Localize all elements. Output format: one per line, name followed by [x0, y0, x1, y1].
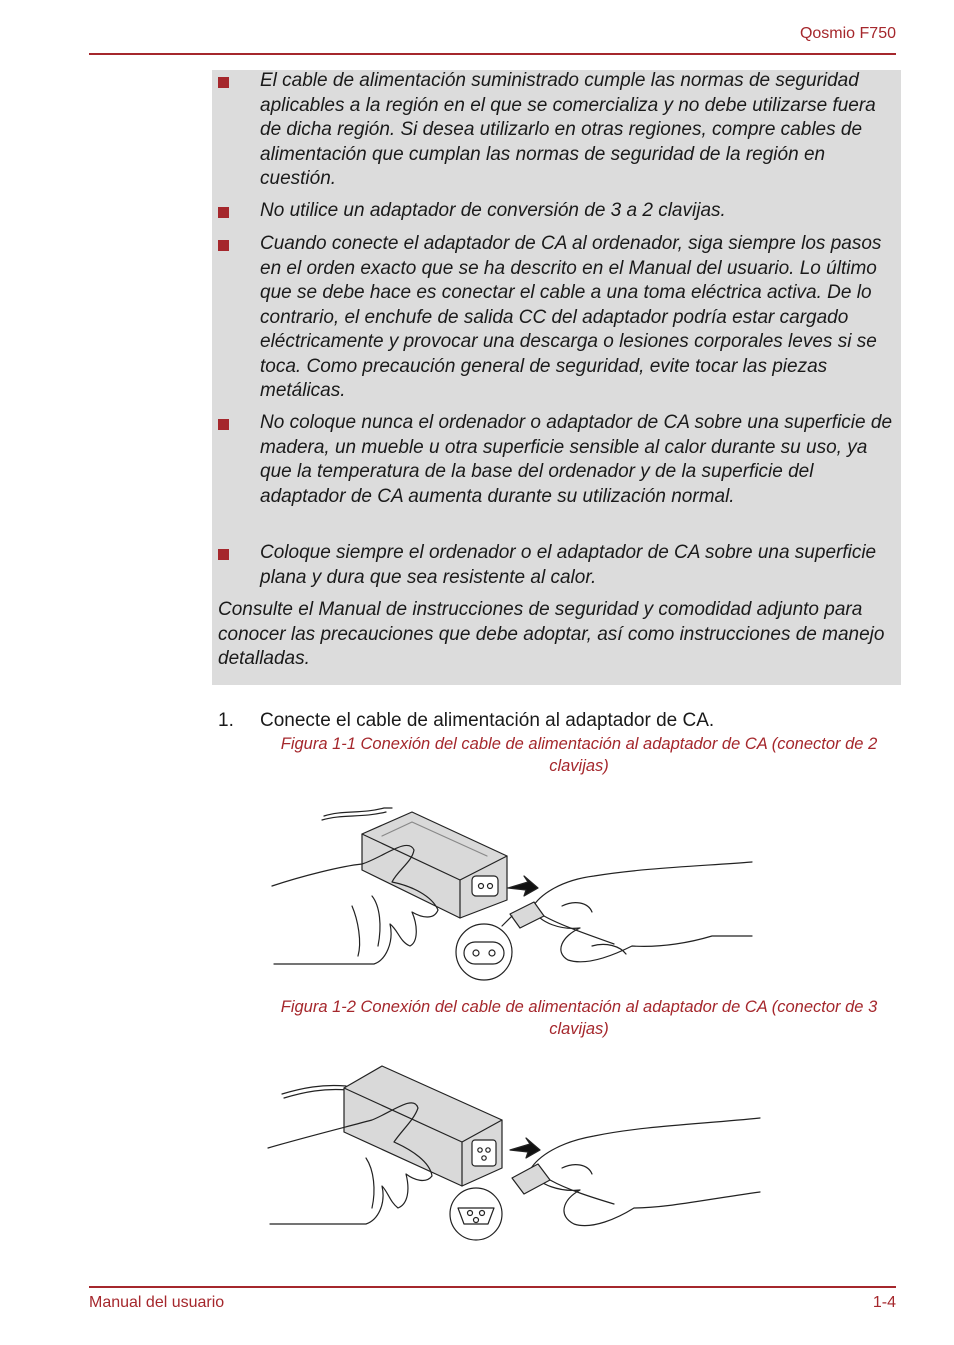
note-text: El cable de alimentación suministrado cumple las normas de seguridad aplicables a la región en el que se comercializa y no debe utilizarse fuera de dicha región. Si desea utilizarlo en otras regiones, compre cables de alimentación que cumplan las normas de seguridad de la región en cuestión.: [260, 70, 876, 189]
note-text: Coloque siempre el ordenador o el adaptador de CA sobre una superficie plana y dura que sea resistente al calor.: [260, 542, 877, 588]
safety-note-box: [212, 70, 901, 685]
step-text: Conecte el cable de alimentación al adaptador de CA.: [260, 710, 715, 731]
page-number: 1-4: [872, 1294, 896, 1311]
adapter-2-pin-illustration: [262, 796, 762, 986]
step-number: 1.: [218, 710, 234, 731]
square-bullet-icon: [218, 77, 229, 88]
figure-2-caption: Figura 1-2 Conexión del cable de alimentación al adaptador de CA (conector de 3 clavijas): [280, 998, 878, 1038]
footer-manual-title: Manual del usuario: [89, 1294, 225, 1311]
figure-1-caption: Figura 1-1 Conexión del cable de alimentación al adaptador de CA (conector de 2 clavijas): [280, 735, 878, 775]
header-rule: [89, 53, 896, 55]
footer-rule: [89, 1286, 896, 1288]
square-bullet-icon: [218, 207, 229, 218]
adapter-3-pin-illustration: [262, 1058, 762, 1242]
square-bullet-icon: [218, 419, 229, 430]
note-text: No utilice un adaptador de conversión de 3 a 2 clavijas.: [260, 200, 726, 221]
figure-2-illustration: [262, 1058, 762, 1242]
square-bullet-icon: [218, 240, 229, 251]
figure-1-illustration: [262, 796, 762, 986]
note-text: Cuando conecte el adaptador de CA al ordenador, siga siempre los pasos en el orden exacto que se ha descrito en el Manual del usuario. Lo último que se debe hace es conectar el cable a una toma eléctrica activa. De lo contrario, el enchufe de salida CC del adaptador podría estar cargado eléctricamente y provocar una descarga o lesiones corporales leves si se toca. Como precaución general de seguridad, evite tocar las piezas metálicas.: [260, 233, 882, 401]
running-header-title: Qosmio F750: [799, 25, 896, 42]
note-text: No coloque nunca el ordenador o adaptador de CA sobre una superficie de madera, un mueble u otra superficie sensible al calor durante su uso, ya que la temperatura de la base del ordenador y de la superficie del adaptador de CA aumenta durante su utilización normal.: [260, 412, 893, 507]
note-footer-text: Consulte el Manual de instrucciones de seguridad y comodidad adjunto para conocer las precauciones que debe adoptar, así como instrucciones de manejo detalladas.: [218, 599, 885, 669]
square-bullet-icon: [218, 549, 229, 560]
